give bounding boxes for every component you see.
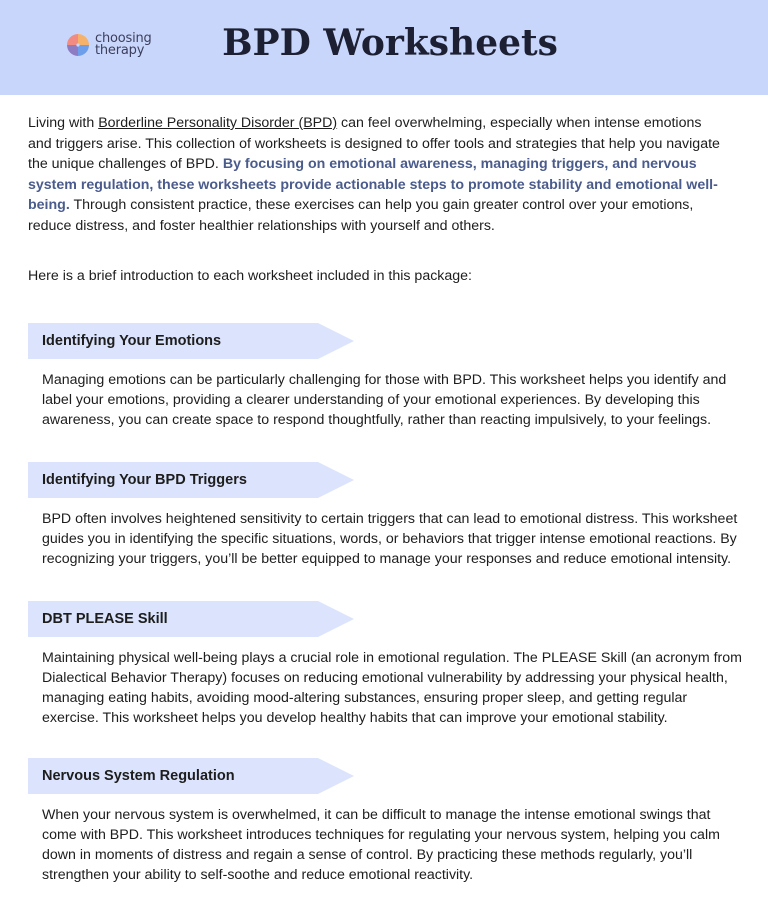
section-body: Managing emotions can be particularly challenging for those with BPD. This worksheet helps you identify and label your emotions, providing a clearer understanding of your emotional experiences. By developing this awareness, you can create space to respond thoughtfully, rather than reacting impulsively, to your feelings.: [42, 372, 727, 428]
section-title: Identifying Your BPD Triggers: [42, 472, 247, 488]
page-header: [0, 0, 768, 95]
lead-sentence: Here is a brief introduction to each worksheet included in this package:: [28, 268, 473, 284]
logo-line-1: choosing: [95, 31, 152, 46]
section-title: DBT PLEASE Skill: [42, 611, 168, 627]
section-title: Identifying Your Emotions: [42, 333, 222, 349]
section-title: Nervous System Regulation: [42, 768, 235, 784]
intro-emphasis: By focusing on emotional awareness, managing triggers, and nervous system regulation, these worksheets provide actionable steps to promote stability and emotional well-being.: [28, 156, 718, 213]
intro-text-2: can feel overwhelming, especially when intense emotions and triggers arise. This collection of worksheets is designed to offer tools and strategies that help you navigate the unique challenges of BPD.: [28, 115, 720, 172]
section-body: Maintaining physical well-being plays a crucial role in emotional regulation. The PLEASE Skill (an acronym from Dialectical Behavior Therapy) focuses on reducing emotional vulnerability by addressing your physical health, managing eating habits, avoiding mood-altering substances, ensuring proper sleep, and getting regular exercise. This worksheet helps you develop healthy habits that can improve your emotional stability.: [42, 650, 742, 726]
section-banner-1: [28, 323, 354, 359]
section-body: When your nervous system is overwhelmed, it can be difficult to manage the intense emotional swings that come with BPD. This worksheet introduces techniques for regulating your nervous system, helping you calm down in moments of distress and regain a sense of control. By practicing these methods regularly, you’ll strengthen your ability to self-soothe and reduce emotional reactivity.: [42, 807, 720, 883]
section-body: BPD often involves heightened sensitivity to certain triggers that can lead to emotional distress. This worksheet guides you in identifying the specific situations, words, or behaviors that trigger intense emotional reactions. By recognizing your triggers, you’ll be better equipped to manage your responses and reduce emotional intensity.: [42, 511, 738, 567]
intro-text-3: Through consistent practice, these exercises can help you gain greater control over your emotions, reduce distress, and foster healthier relationships with yourself and others.: [28, 197, 694, 234]
bpd-link[interactable]: Borderline Personality Disorder (BPD): [98, 115, 338, 131]
logo-icon: [66, 33, 90, 57]
section-banner-4: [28, 758, 354, 794]
intro-paragraph: [28, 113, 728, 236]
logo-line-2: therapy: [95, 43, 145, 58]
intro-text-1: Living with: [28, 115, 99, 131]
choosing-therapy-logo[interactable]: [66, 33, 152, 57]
section-banner-2: [28, 462, 354, 498]
logo-wordmark: [95, 33, 152, 57]
section-banner-3: [28, 601, 354, 637]
page-title: BPD Worksheets: [222, 22, 558, 64]
